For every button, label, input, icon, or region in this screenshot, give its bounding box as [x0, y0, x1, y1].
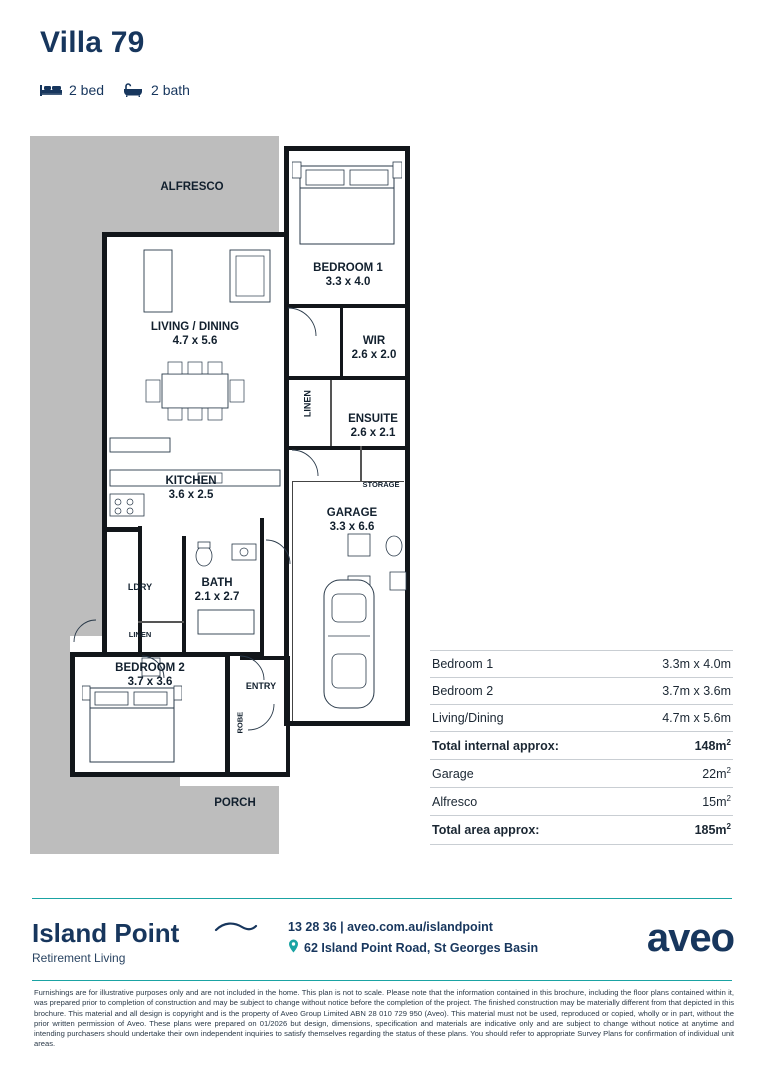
table-row [430, 650, 733, 678]
room-label-porch: PORCH [214, 797, 256, 809]
wave-icon [214, 921, 258, 940]
room-label-bedroom1: BEDROOM 1 3.3 x 4.0 [313, 262, 383, 289]
row-value: 3.7m x 3.6m [662, 684, 731, 698]
row-value: $148m^2$ [694, 738, 731, 754]
row-value: 3.3m x 4.0m [662, 657, 731, 671]
bed-label: 2 bed [69, 82, 105, 98]
table-row [430, 760, 733, 788]
row-value: $185m^2$ [694, 822, 731, 838]
brand-tagline: Retirement Living [32, 951, 126, 965]
location-pin-icon [288, 939, 299, 956]
bed-spec [40, 82, 104, 98]
room-label-bath: BATH 2.1 x 2.7 [194, 577, 240, 604]
contact-details [288, 920, 538, 956]
divider-top [32, 898, 732, 899]
row-value: $15m^2$ [702, 794, 731, 810]
room-label-bedroom2: BEDROOM 2 3.7 x 3.6 [115, 662, 185, 689]
island-point-logo [32, 918, 179, 965]
row-label: Living/Dining [432, 711, 504, 725]
room-label-linen-lower: LINEN [128, 630, 152, 639]
row-label: Total area approx: [432, 823, 540, 838]
row-value: 4.7m x 5.6m [662, 711, 731, 725]
table-row [430, 678, 733, 705]
row-value: $22m^2$ [702, 766, 731, 782]
room-label-entry: ENTRY [245, 681, 277, 691]
row-label: Bedroom 1 [432, 657, 494, 671]
area-schedule-table [430, 650, 733, 845]
row-label: Alfresco [432, 794, 478, 809]
floorplan-drawing [30, 136, 400, 866]
row-label: Bedroom 2 [432, 684, 494, 698]
room-label-linen-upper: LINEN [302, 390, 313, 418]
table-row [430, 732, 733, 760]
table-row [430, 788, 733, 816]
room-label-garage: GARAGE 3.3 x 6.6 [326, 507, 378, 534]
room-label-storage: STORAGE [362, 480, 400, 489]
row-label: Garage [432, 766, 474, 781]
aveo-logo: aveo [646, 916, 734, 960]
room-label-robe: ROBE [235, 711, 245, 734]
brand-name: Island Point [32, 918, 180, 948]
row-label: Total internal approx: [432, 738, 559, 753]
bath-label: 2 bath [151, 82, 190, 98]
room-label-kitchen: KITCHEN 3.6 x 2.5 [165, 475, 217, 502]
bath-spec [122, 82, 190, 98]
room-label-ensuite: ENSUITE 2.6 x 2.1 [348, 413, 398, 440]
table-row [430, 705, 733, 732]
table-row [430, 816, 733, 844]
disclaimer-text: Furnishings are for illustrative purposes only and are not included in the home. This plan is not to scale. Please note that the information contained in this brochure, including the floor plans contained within it, was prepared prior to completion of construction and may be subject to change without notice before the completion of the project. The finished construction may be materially different from that depicted in this brochure. This material and all design is copyright and is the property of Aveo Group Limited ABN 28 010 729 950 (Aveo). This material must not be used, reproduced or copied, wholly or in part, without the prior written permission of Aveo. These plans were prepared on 01/2026 but design, dimensions, specification and materials are indicative only and are subject to change without notice at anytime and intending purchasers should undertake their own independent inquiries to satisfy themselves regarding the status of these plans. You should refer to appropriate Survey Plans for confirmation of individual unit areas. [34, 988, 734, 1049]
divider-bottom [32, 980, 732, 981]
bed-icon [40, 83, 62, 97]
bath-icon [122, 83, 144, 97]
room-label-alfresco: ALFRESCO [160, 181, 224, 193]
property-specs [40, 82, 190, 98]
room-label-ldry: LDRY [127, 582, 153, 592]
address-line: 62 Island Point Road, St Georges Basin [304, 940, 539, 955]
room-label-living-dining: LIVING / DINING 4.7 x 5.6 [150, 321, 240, 348]
page-title: Villa 79 [40, 26, 145, 59]
room-label-wir: WIR 2.6 x 2.0 [351, 335, 397, 362]
phone-line[interactable]: 13 28 36 | aveo.com.au/islandpoint [288, 920, 493, 934]
